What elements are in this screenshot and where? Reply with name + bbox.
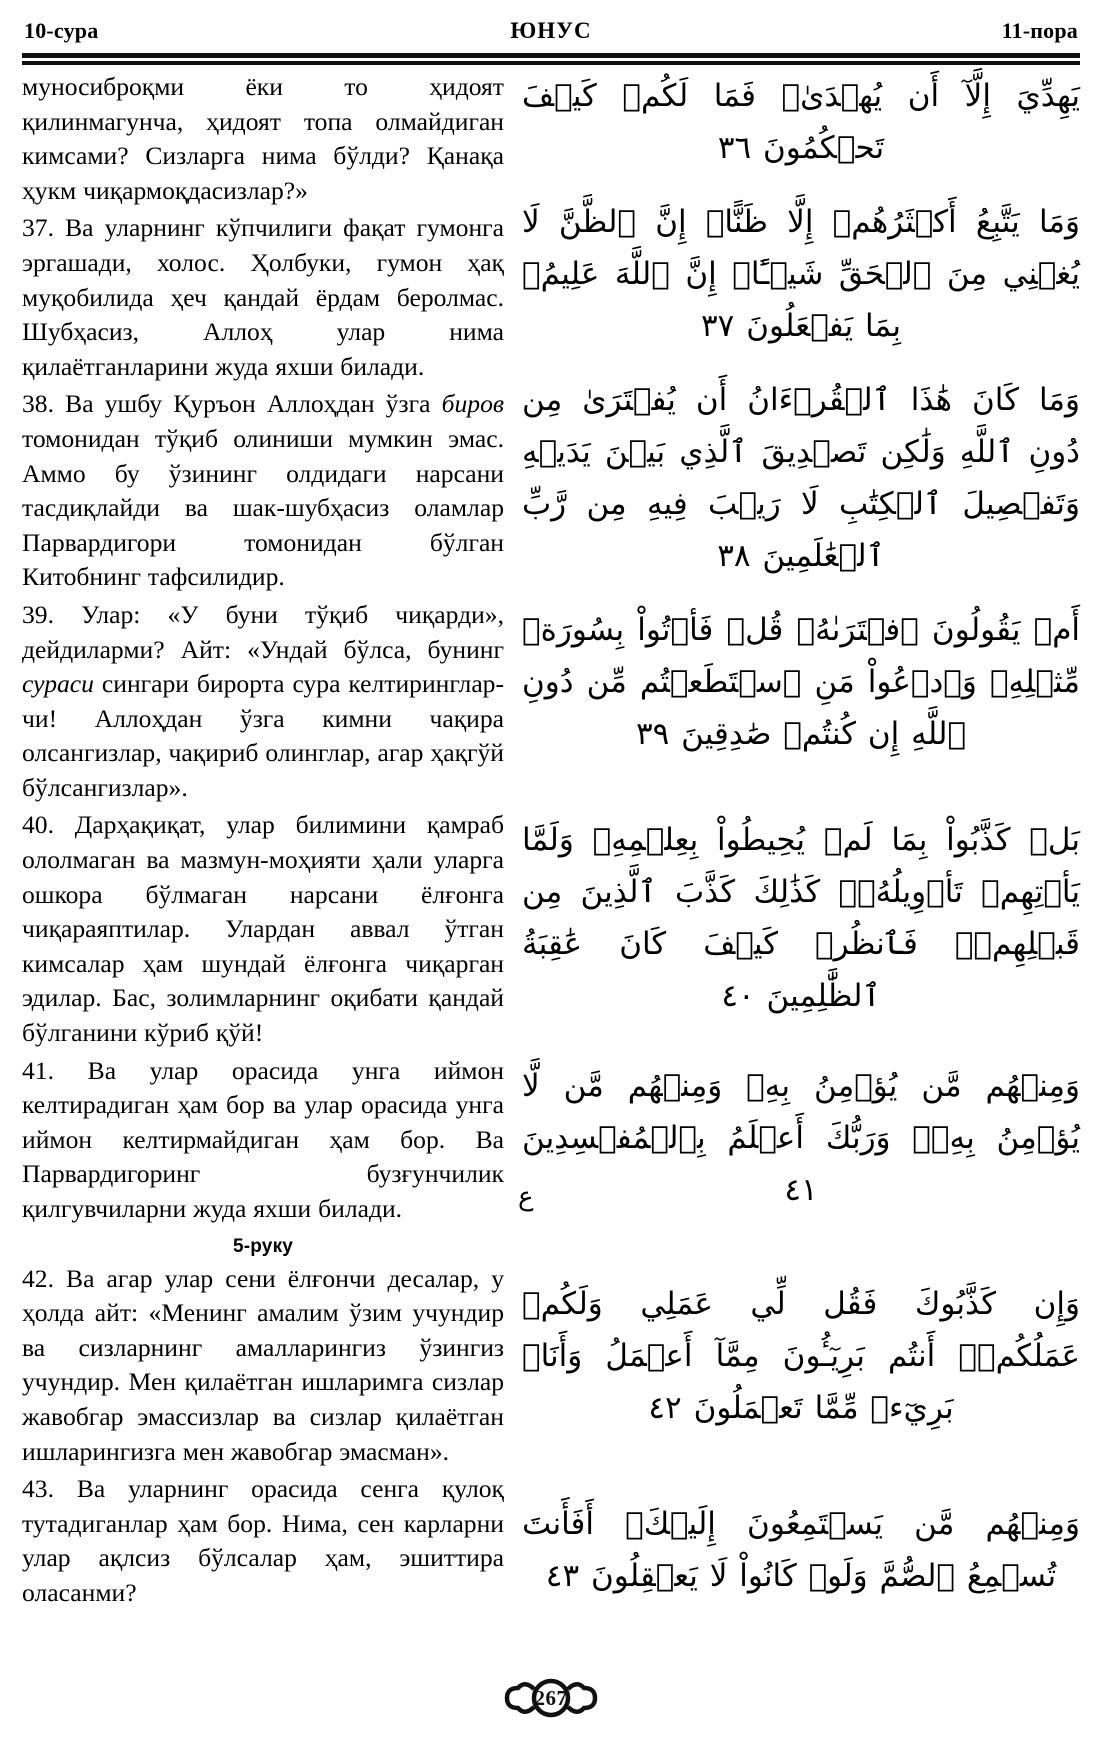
paragraph-verse-41: 41. Ва улар орасида унга иймон келтирадиган ҳам бор ва улар орасида унга иймон келтирмайдиган ҳам бор. Ва Парвардигоринг бузғунчилик қилгувчиларни жуда яхши билади. xyxy=(22,1055,504,1223)
header-juz-label: 11-пора xyxy=(1001,18,1078,43)
page-number-badge xyxy=(503,1675,599,1721)
ayah-block-39: أَمۡ يَقُولُونَ ٱفۡتَرَىٰهُۖ قُلۡ فَأۡتُواْ بِسُورَةٖ مِّثۡلِهِۦ وَٱدۡعُواْ مَنِ ٱسۡتَطَعۡتُم مِّن دُونِ ٱللَّهِ إِن كُنتُمۡ صَٰدِقِينَ ٣٩ xyxy=(522,612,1080,752)
arabic-quran-column xyxy=(514,70,1080,1610)
page-number-ornament xyxy=(0,1675,1102,1721)
uzbek-translation-column xyxy=(22,70,514,1614)
ayah-block-42: وَإِن كَذَّبُوكَ فَقُل لِّي عَمَلِي وَلَكُمۡ عَمَلُكُمۡۖ أَنتُم بَرِيٓـُٔونَ مِمَّآ أَعۡمَلُ وَأَنَا۠ بَرِيٓءٞ مِّمَّا تَعۡمَلُونَ ٤٢ xyxy=(522,1286,1080,1426)
ayah-block-40: بَلۡ كَذَّبُواْ بِمَا لَمۡ يُحِيطُواْ بِعِلۡمِهِۦ وَلَمَّا يَأۡتِهِمۡ تَأۡوِيلُهُۥۚ كَذَٰلِكَ كَذَّبَ ٱلَّذِينَ مِن قَبۡلِهِمۡۖ فَٱنظُرۡ كَيۡفَ كَانَ عَٰقِبَةُ ٱلظَّٰلِمِينَ ٤٠ xyxy=(522,822,1080,1014)
paragraph-verse-42: 42. Ва агар улар сени ёлғончи десалар, у ҳолда айт: «Менинг амалим ўзим учундир ва сизларнинг амалларингиз ўзингиз учундир. Мен қилаётган ишларимга сизлар жавобгар эмассизлар ва сизлар қилаётган ишларингизга мен жавобгар эмасман». xyxy=(22,1263,504,1466)
paragraph-verse-39 xyxy=(22,598,504,806)
ayah-block-38: وَمَا كَانَ هَٰذَا ٱلۡقُرۡءَانُ أَن يُفۡتَرَىٰ مِن دُونِ ٱللَّهِ وَلَٰكِن تَصۡدِيقَ ٱلَّذِي بَيۡنَ يَدَيۡهِ وَتَفۡصِيلَ ٱلۡكِتَٰبِ لَا رَيۡبَ فِيهِ مِن رَّبِّ ٱلۡعَٰلَمِينَ ٣٨ xyxy=(522,382,1080,574)
ayah-spacer xyxy=(522,1442,1080,1498)
ayah-block-41: وَمِنۡهُم مَّن يُؤۡمِنُ بِهِۦ وَمِنۡهُم مَّن لَّا يُؤۡمِنُ بِهِۦۚ وَرَبُّكَ أَعۡلَمُ بِٱلۡمُفۡسِدِينَ ٤١ xyxy=(522,1068,1080,1208)
paragraph-continuation-36: муносиброқми ёки то ҳидоят қилинмагунча, ҳидоят топа олмайдиган кимсами? Сизларга нима бўлди? Қанақа ҳукм чиқармоқдасизлар?» xyxy=(22,72,504,205)
running-header xyxy=(24,18,1078,52)
ayah-block-43: وَمِنۡهُم مَّن يَسۡتَمِعُونَ إِلَيۡكَۚ أَفَأَنتَ تُسۡمِعُ ٱلصُّمَّ وَلَوۡ كَانُواْ لَا يَعۡقِلُونَ ٤٣ xyxy=(522,1506,1080,1594)
verse-38-text-before: 38. Ва ушбу Қуръон Аллоҳдан ўзга xyxy=(22,389,442,419)
divider-rule-thin xyxy=(22,61,1080,65)
ayah-block-37: وَمَا يَتَّبِعُ أَكۡثَرُهُمۡ إِلَّا ظَنًّاۚ إِنَّ ٱلظَّنَّ لَا يُغۡنِي مِنَ ٱلۡحَقِّ شَيۡـًٔاۚ إِنَّ ٱللَّهَ عَلِيمُۢ بِمَا يَفۡعَلُونَ ٣٧ xyxy=(522,204,1080,344)
ayah-spacer xyxy=(522,1224,1080,1278)
ayah-spacer xyxy=(522,360,1080,374)
verse-39-text-after: сингари бирорта сура келтиринглар-чи! Аллоҳдан ўзга кимни чақира олсангизлар, чақириб олинглар, агар ҳақгўй бўлсангизлар». xyxy=(22,669,504,802)
paragraph-verse-43: 43. Ва уларнинг орасида сенга қулоқ тутадиганлар ҳам бор. Нима, сен карларни улар ақлсиз бўлсалар ҳам, эшиттира оласанми? xyxy=(22,1474,504,1607)
paragraph-verse-37: 37. Ва уларнинг кўпчилиги фақат гумонга эргашади, холос. Ҳолбуки, гумон ҳақ муқобилида ҳеч қандай ёрдам беролмас. Шубҳасиз, Аллоҳ улар нима қилаётганларини жуда яхши билади. xyxy=(22,213,504,381)
header-surah-name: ЮНУС xyxy=(510,18,592,43)
ayah-block-36: يَهِدِّيَ إِلَّآ أَن يُهۡدَىٰۖ فَمَا لَكُمۡ كَيۡفَ تَحۡكُمُونَ ٣٦ xyxy=(522,78,1080,166)
ruku-symbol-icon: ع xyxy=(518,1182,534,1212)
ayah-spacer xyxy=(522,768,1080,814)
verse-39-italic-term: сураси xyxy=(22,669,94,699)
ayah-spacer xyxy=(522,182,1080,196)
paragraph-verse-38 xyxy=(22,387,504,595)
ayah-spacer xyxy=(522,590,1080,604)
verse-39-text-before: 39. Улар: «У буни тўқиб чиқарди», дейдиларми? Айт: «Ундай бўлса, бунинг xyxy=(22,599,504,664)
paragraph-verse-40: 40. Дарҳақиқат, улар билимини қамраб ололмаган ва мазмун-моҳияти ҳали уларга ошкора бўлмаган нарсани ёлғонга чиқараяптилар. Улардан аввал ўтган кимсалар ҳам шундай ёлғонга чиқарган эдилар. Бас, золимларнинг оқибати қандай бўлганини кўриб қўй! xyxy=(22,810,504,1048)
verse-38-italic-term: биров xyxy=(441,389,504,419)
ruku-heading: 5-руку xyxy=(232,1235,294,1257)
verse-38-text-after: томонидан тўқиб олиниши мумкин эмас. Аммо бу ўзининг олдидаги нарсани тасдиқлайди ва шак-шубҳасиз оламлар Парвардигори томонидан бўлган Китобнинг тафсилидир. xyxy=(22,423,504,592)
header-surah-label: 10-сура xyxy=(24,18,99,43)
ayah-41-wrap xyxy=(518,1060,1080,1216)
ayah-spacer xyxy=(522,1030,1080,1060)
page-number-text: 267 xyxy=(534,1685,568,1710)
header-divider xyxy=(22,53,1080,65)
page-body xyxy=(22,70,1080,1652)
